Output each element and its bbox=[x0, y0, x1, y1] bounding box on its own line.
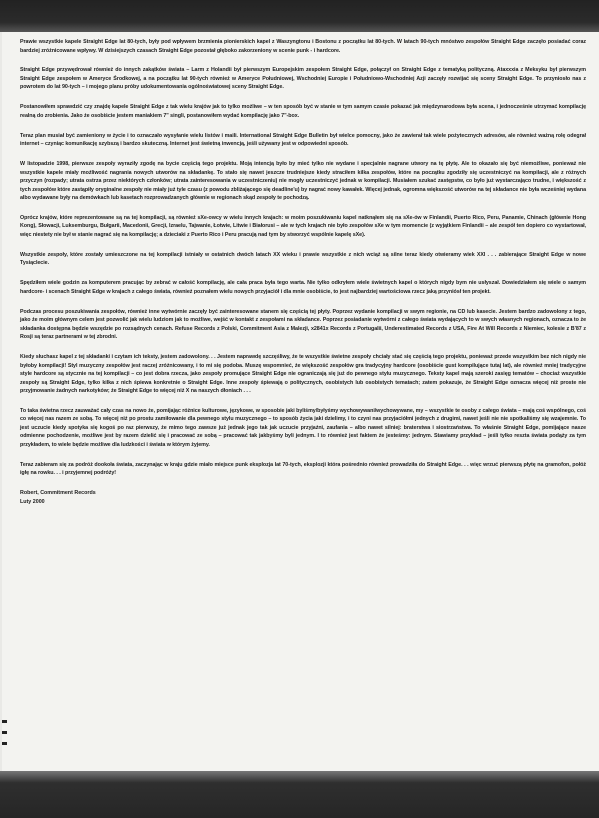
paragraph-9: Podczas procesu poszukiwania zespołów, również inne wytwórnie zaczęły być zainteresowane stanem się częścią tej płyty. Poprzez wydanie kompilacji w swym regionie, na CD lub kasecie. Jestem bardzo zadowolony z tego, jako że moim głównym celem jest pozwolić jak wielu ludziom jak to możliwe, wejść w kontakt z zespołami na składance. Poprzez posiadanie wytwórni z całego świata wydających to w swych własnych regionach, oznacza to że składanka dostępna będzie wszędzie po rozsądnych cenach. Refuse Records z Polski, Commitment Asia z Malezji, x2841x Records z Portugalii, Underestimated Records z USA, Fire At Will Records z Niemiec, kolesie z B'87 z Rosji są teraz partnerami w tej zbrodni. bbox=[20, 308, 586, 341]
paragraph-11: To taka świetna rzecz zauważać cały czas na nowo że, pomijając różnice kulturowe, językowe, w sposobie jaki byliśmy/byłyśmy wychowywani/wychowywane, my – wszystkie te osoby z całego świata – mają coś wspólnego, coś co więcej nas razem ze sobą. To więcej niż po prostu zamiłowanie dla pewnego stylu muzycznego – to sposób życia jaki dzielimy, i to czyni nas przyjaciółmi jednych z drugimi, nawet jeśli nie nie spotkaliśmy się wzajemnie. To jest uczucie kiedy spotyka się kogoś po raz pierwszy, że mimo tego zawsze już jednak jego tak jak uczucie przyjaźni, zaufania – albo nawet silniej: braterstwa i siostrzaństwa. To właśnie Straight Edge, pomijające nasze odmienne pochodzenie, możliwe jest by razem dzielić się i pracować ze sobą – pracować tak jakbyśmy byli jednym. I to również jest faktem że jesteśmy: jednym. Stawiamy przykład – jeśli tylko reszta świata podąży za tym przykładem, to wiele będzie możliwe dla ludzkości i świata w którym żyjemy. bbox=[20, 407, 586, 448]
top-dark-band bbox=[0, 0, 599, 32]
paragraph-12: Teraz zabieram się za podróż dookoła świata, zaczynając w kraju gdzie miało miejsce punk eksplozja lat 70-tych, eksplozji która pośrednio również prowadziła do Straight Edge. . . więc wrzuć pierwszą płytę na gramofon, połóż igłę na rowku. . . i przyjemnej podróży! bbox=[20, 461, 586, 477]
paragraph-5: W listopadzie 1998, pierwsze zespoły wyraziły zgodę na bycie częścią tego projektu. Moją intencją było by mieć tylko nie wydane i specjalnie nagrane utwory na tę płytę. Ale to okazało się być niemożliwe, ponieważ nie wszystkie kapele miały możliwość nagrania nowych utworów na składankę. To stało się nawet jeszcze trudniejsze kiedy straciłem kilka zespołów, które na początku zgodziły się uczestniczyć na kompilacji, ale z różnych przyczyn (rozpady; utrata ostrza przez niektórych członków; utrata zainteresowania w uczestniczeniu) nie mogły uczestniczyć jednak w kompilacji. Musiałem szukać zastępstw, co było już wystarczająco trudne, i większość z tych zespołów które zastąpiły oryginalne zespoły nie miały już tyle czasu (z powodu zbliżającego się deadline'u) by nagrać nowy kawałek. Więcej jednak, ogromna większość utworów na tej składance nie była wcześniej wydana albo wydawane były na demówkach lub kasetach rozprowadzanych głównie w regionach skąd zespoły te pochodzą. bbox=[20, 161, 586, 202]
document-body bbox=[20, 38, 586, 507]
signature-date: Luty 2000 bbox=[20, 499, 45, 506]
paragraph-3: Postanowiłem sprawdzić czy znajdę kapele Straight Edge z tak wielu krajów jak to tylko możliwe – w ten sposób być w stanie w tym samym czasie pokazać jak międzynarodowa była scena, i jednocześnie utrzymać kompilację realną do zrobienia. Jako że osobiście jestem maniakiem 7" singli, postanowiłem wydać kompilację jako 7"-box. bbox=[20, 104, 586, 119]
signature-name: Robert, Commitment Records bbox=[20, 490, 96, 497]
paragraph-6: Oprócz krajów, które reprezentowane są na tej kompilacji, są również sXe-owcy w wielu innych krajach: w moim poszukiwaniu kapel natknąłem się na sXe-ów w Finlandii, Puerto Rico, Peru, Panamie, Chinach (głównie Hong Kong), Słowacji, Luksemburgu, Bułgarii, Macedonii, Grecji, Izraelu, Tajwanie, Łotwie, Litwie i Białorusi – ale w tych krajach nie było zespołów sXe w tym momencie (z wyjątkiem Finlandii – ale zespół ten dopiero co wystartował, więc niestety nie był w stanie nagrać się na kompilację; a dzieciaki z Puerto Rico i Peru pracują nad tym by stworzyć wspólnie kapelę sXe). bbox=[20, 214, 586, 238]
bottom-dark-band bbox=[0, 771, 599, 818]
paragraph-1: Prawie wszystkie kapele Straight Edge lat 80-tych, były pod wpływem brzmienia pionierskich kapel z Waszyngtonu i Bostonu z początku lat 80-tych. W latach 90-tych mnóstwo zespołów Straight Edge zaczęło posiadać coraz bardziej zróżnicowane wpływy. W dzisiejszych czasach Straight Edge pozostał głęboko zakorzeniony w scenie punk - i hardcore. bbox=[20, 39, 586, 54]
edge-mark bbox=[2, 731, 7, 734]
edge-mark bbox=[2, 742, 7, 745]
edge-mark bbox=[2, 720, 7, 723]
paragraph-4: Teraz plan musiał być zamieniony w życie i to oznaczało wysyłanie wielu listów i maili. International Straight Edge Bulletin był wielce pomocny, jako że zawierał tak wiele pożytecznych adresów, ale również ważną rolę odegrał internet – czyniąc komunikację szybszą i bardzo skuteczną. Internet jest świetną inwencją, jeśli używany jest w odpowiedni sposób. bbox=[20, 132, 586, 148]
paragraph-8: Spędziłem wiele godzin za komputerem pracując by zebrać w całość kompilację, ale cała praca była tego warta. Nie tylko odkryłem wiele świetnych kapel o których nigdy bym nie usłyszał. Dowiedziałem się wiele o samym hardcore- i scenach Straight Edge w krajach z całego świata, również poznałem wielu nowych przyjaciół i dla mnie osobiście, to jest najbardziej wartościowa rzecz jaką przyniósł ten projekt. bbox=[20, 280, 586, 295]
paragraph-7: Wszystkie zespoły, które zostały umieszczone na tej kompilacji istniały w ostatnich dwóch latach XX wieku i prawie wszystkie z nich wciąż są silne teraz kiedy otwieramy wiek XXI . . . zabierające Straight Edge w nowe Tysiąclecie. bbox=[20, 251, 586, 267]
signature-block bbox=[20, 489, 586, 507]
paragraph-10: Kiedy słuchasz kapel z tej składanki i czytam ich teksty, jestem zadowolony. . . Jestem naprawdę szczęśliwy, że te wszystkie świetne zespoły chciały stać się częścią tego projektu, ponieważ przede wszystkim bez nich nigdy nie byłoby kompilacji! Styl muzyczny zespołów jest raczej zróżnicowany, i to mi się podoba. Muszę wspomnieć, że większość zespołów gra tradycyjny hardcore (osobiście gust kompilujące tutaj lat), ale również mniej tradycyjne style hardcore są stycznie na tej kompilacji – co jest dobra rzecza, jako zespoły promujące Straight Edge nie ograniczają się już do pewnego stylu muzycznego. Teksty kapel mają szeroki zasięg tematów – chociaż wszystkie zespoły są Straight Edge, tylko kilka z nich śpiewa konkretnie o Straight Edge. Inne zespoły śpiewają o politycznych, osobistych lub osobistych tematach; zatem pokazuje, że Straight Edge oznacza więcej niż proste nie przyjmowanie żadnych narkotyków; że Straight Edge to więcej niż X na naszych dłoniach . . . bbox=[20, 354, 586, 395]
paragraph-2: Straight Edge przywędrował również do innych zakątków świata – Larm z Holandii był pierwszym Europejskim zespołem Straight Edge, połączył on Straight Edge z tematyką polityczną. Ataxxxia z Meksyku był pierwszym Straight Edge zespołem w Ameryce Środkowej, a na początku lat 90-tych również w Ameryce Południowej, Wschodniej Europie i Południowo-Wschodniej Azji zaczęły rozwijać się sceny Straight Edge. To przyniosło nas z powrotem do lat 90-tych – i mojego planu próby udokumentowania ogólnoświatowej sceny Straight Edge. bbox=[20, 67, 586, 91]
